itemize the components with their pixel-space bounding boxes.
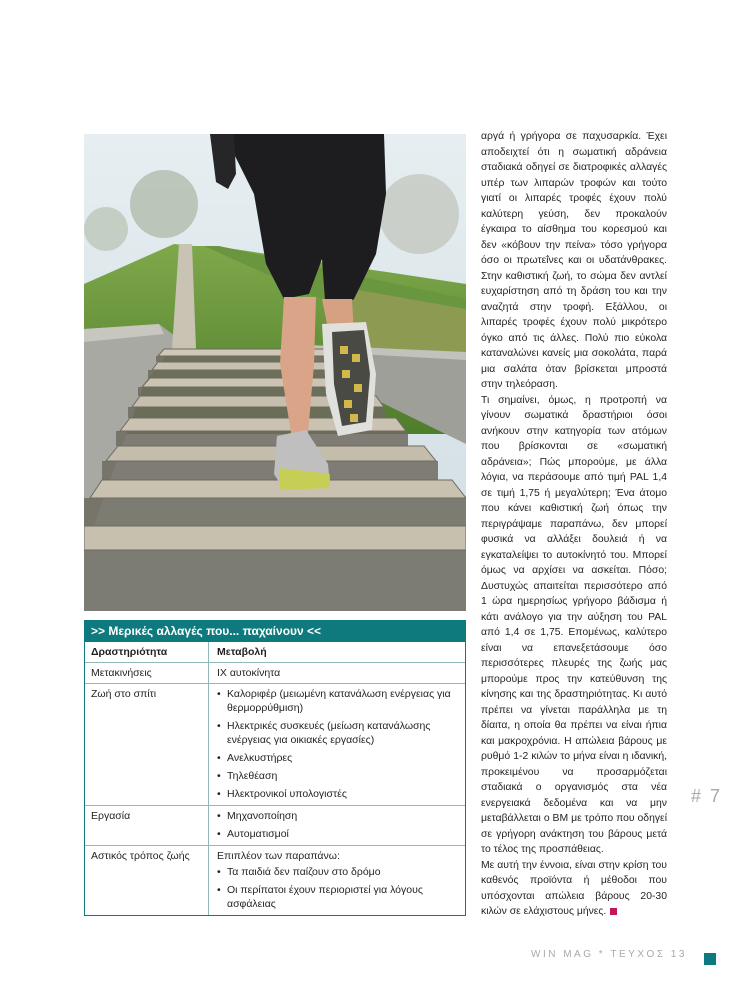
change-cell — [209, 806, 465, 845]
change-cell: ΙΧ αυτοκίνητα — [217, 667, 281, 679]
page-number: # 7 — [691, 786, 723, 806]
row-intro: Επιπλέον των παραπάνω: — [217, 850, 340, 862]
footer-square-icon — [704, 953, 716, 965]
table-row — [85, 663, 465, 684]
table-row — [85, 684, 465, 806]
list-item: • Ηλεκτρονικοί υπολογιστές — [217, 788, 347, 800]
paragraph: Τι σημαίνει, όμως, η προτροπή να γίνουν σωματικά δραστήριοι όσοι ανήκουν στην κατηγορία των ατόμων που βρίσκονται σε «σωματική αδράνεια»; Πώς μπορούμε, με άλλα λόγια, να περάσουμε από τιμή PAL 1,4 σε τιμή 1,75 ή μεγαλύτερη; Ένα άτομο που κάνει καθιστική ζωή όπως την περιγράψαμε παραπάνω, δεν μπορεί φυσικά να αλλάξει δουλειά ή να εγκαταλείψει το αυτοκίνητό του. Μπορεί όμως να αρχίσει να ασκείται. Πόσο; Δυστυχώς απαιτείται περισσότερο από 1 ώρα ημερησίως γρήγορο βάδισμα ή κάτι ανάλογο για την αύξηση του PAL από 1,4 σε 1,75. Επομένως, καλύτερο είναι να επανεξετάσουμε όσο περισσότερες πλευρές της ζωής μας μπορούμε προς την κατεύθυνση της κίνησης και της δραστηριότητας. Κι αυτό πρέπει να γίνεται παράλληλα με τη δίαιτα, η οποία θα πρέπει να είναι ήπια και μακροχρόνια. Η απώλεια βάρους με ρυθμό 1-2 κιλών το μήνα είναι η ιδανική, προκειμένου να προσαρμόζεται σταδιακά ο οργανισμός στα νέα ενεργειακά δεδομένα και να μην μεταβάλλεται ο ΒΜ με τρόπο που οδηγεί σε γρήγορη ανάκτηση του βάρους μετά το τέλος της προσπάθειας. — [481, 394, 667, 855]
col-header-activity: Δραστηριότητα — [85, 642, 209, 662]
list-item: • Καλοριφέρ (μειωμένη κατανάλωση ενέργειας για θερμορρύθμιση) — [217, 688, 451, 714]
table-header-row — [85, 642, 465, 663]
list-item: • Ηλεκτρικές συσκευές (μείωση κατανάλωσης ενέργειας για οικιακές εργασίες) — [217, 720, 431, 746]
end-mark-icon — [610, 908, 617, 915]
runner-stairs-photo — [84, 134, 466, 611]
list-item: • Τα παιδιά δεν παίζουν στο δρόμο — [217, 866, 381, 878]
list-item: • Οι περίπατοι έχουν περιοριστεί για λόγους ασφάλειας — [217, 884, 423, 910]
table-title: >> Μερικές αλλαγές που... παχαίνουν << — [85, 621, 465, 642]
table-row — [85, 806, 465, 846]
table-row — [85, 846, 465, 915]
footer-text: WIN MAG * ΤΕΥΧΟΣ 13 — [531, 949, 687, 960]
list-item: • Τηλεθέαση — [217, 770, 278, 782]
list-item: • Ανελκυστήρες — [217, 752, 293, 764]
activity-cell: Εργασία — [85, 806, 209, 845]
activity-cell: Αστικός τρόπος ζωής — [85, 846, 209, 915]
paragraph: Με αυτή την έννοια, είναι στην κρίση του καθενός προϊόντα ή μέθοδοι που υπόσχονται απώλεια βάρους 20-30 κιλών σε ελάχιστους μήνες. — [481, 859, 667, 917]
col-header-change: Μεταβολή — [217, 646, 267, 658]
list-item: • Μηχανοποίηση — [217, 810, 298, 822]
info-table — [84, 620, 466, 916]
change-cell — [209, 846, 465, 915]
list-item: • Αυτοματισμοί — [217, 828, 289, 840]
activity-cell: Μετακινήσεις — [85, 663, 209, 683]
paragraph: αργά ή γρήγορα σε παχυσαρκία. Έχει αποδειχτεί ότι η σωματική αδράνεια σταδιακά οδηγεί σε διατροφικές αλλαγές υπέρ των λιπαρών τροφών και τούτο γιατί οι λιπαρές τροφές έχουν πολύ καλύτερη γεύση, δεν προκαλούν έγκαιρα το αίσθημα του κορεσμού και δεν «κόβουν την πείνα» τόσο γρήγορα όσο οι πρωτεΐνες και οι υδατάνθρακες. Στην καθιστική ζωή, το σώμα δεν αντλεί ευχαρίστηση από τη δράση του και την αναζητά στην τροφή. Εξάλλου, οι λιπαρές τροφές έχουν πολύ μικρότερο όγκο από τις άλλες. Πολύ πιο εύκολα καταναλώνει κανείς μια σοκολάτα, παρά μια σαλάτα όταν βρίσκεται μπροστά στην τηλεόραση. — [481, 131, 667, 390]
change-cell — [209, 684, 465, 805]
article-column — [481, 129, 667, 920]
activity-cell: Ζωή στο σπίτι — [85, 684, 209, 805]
